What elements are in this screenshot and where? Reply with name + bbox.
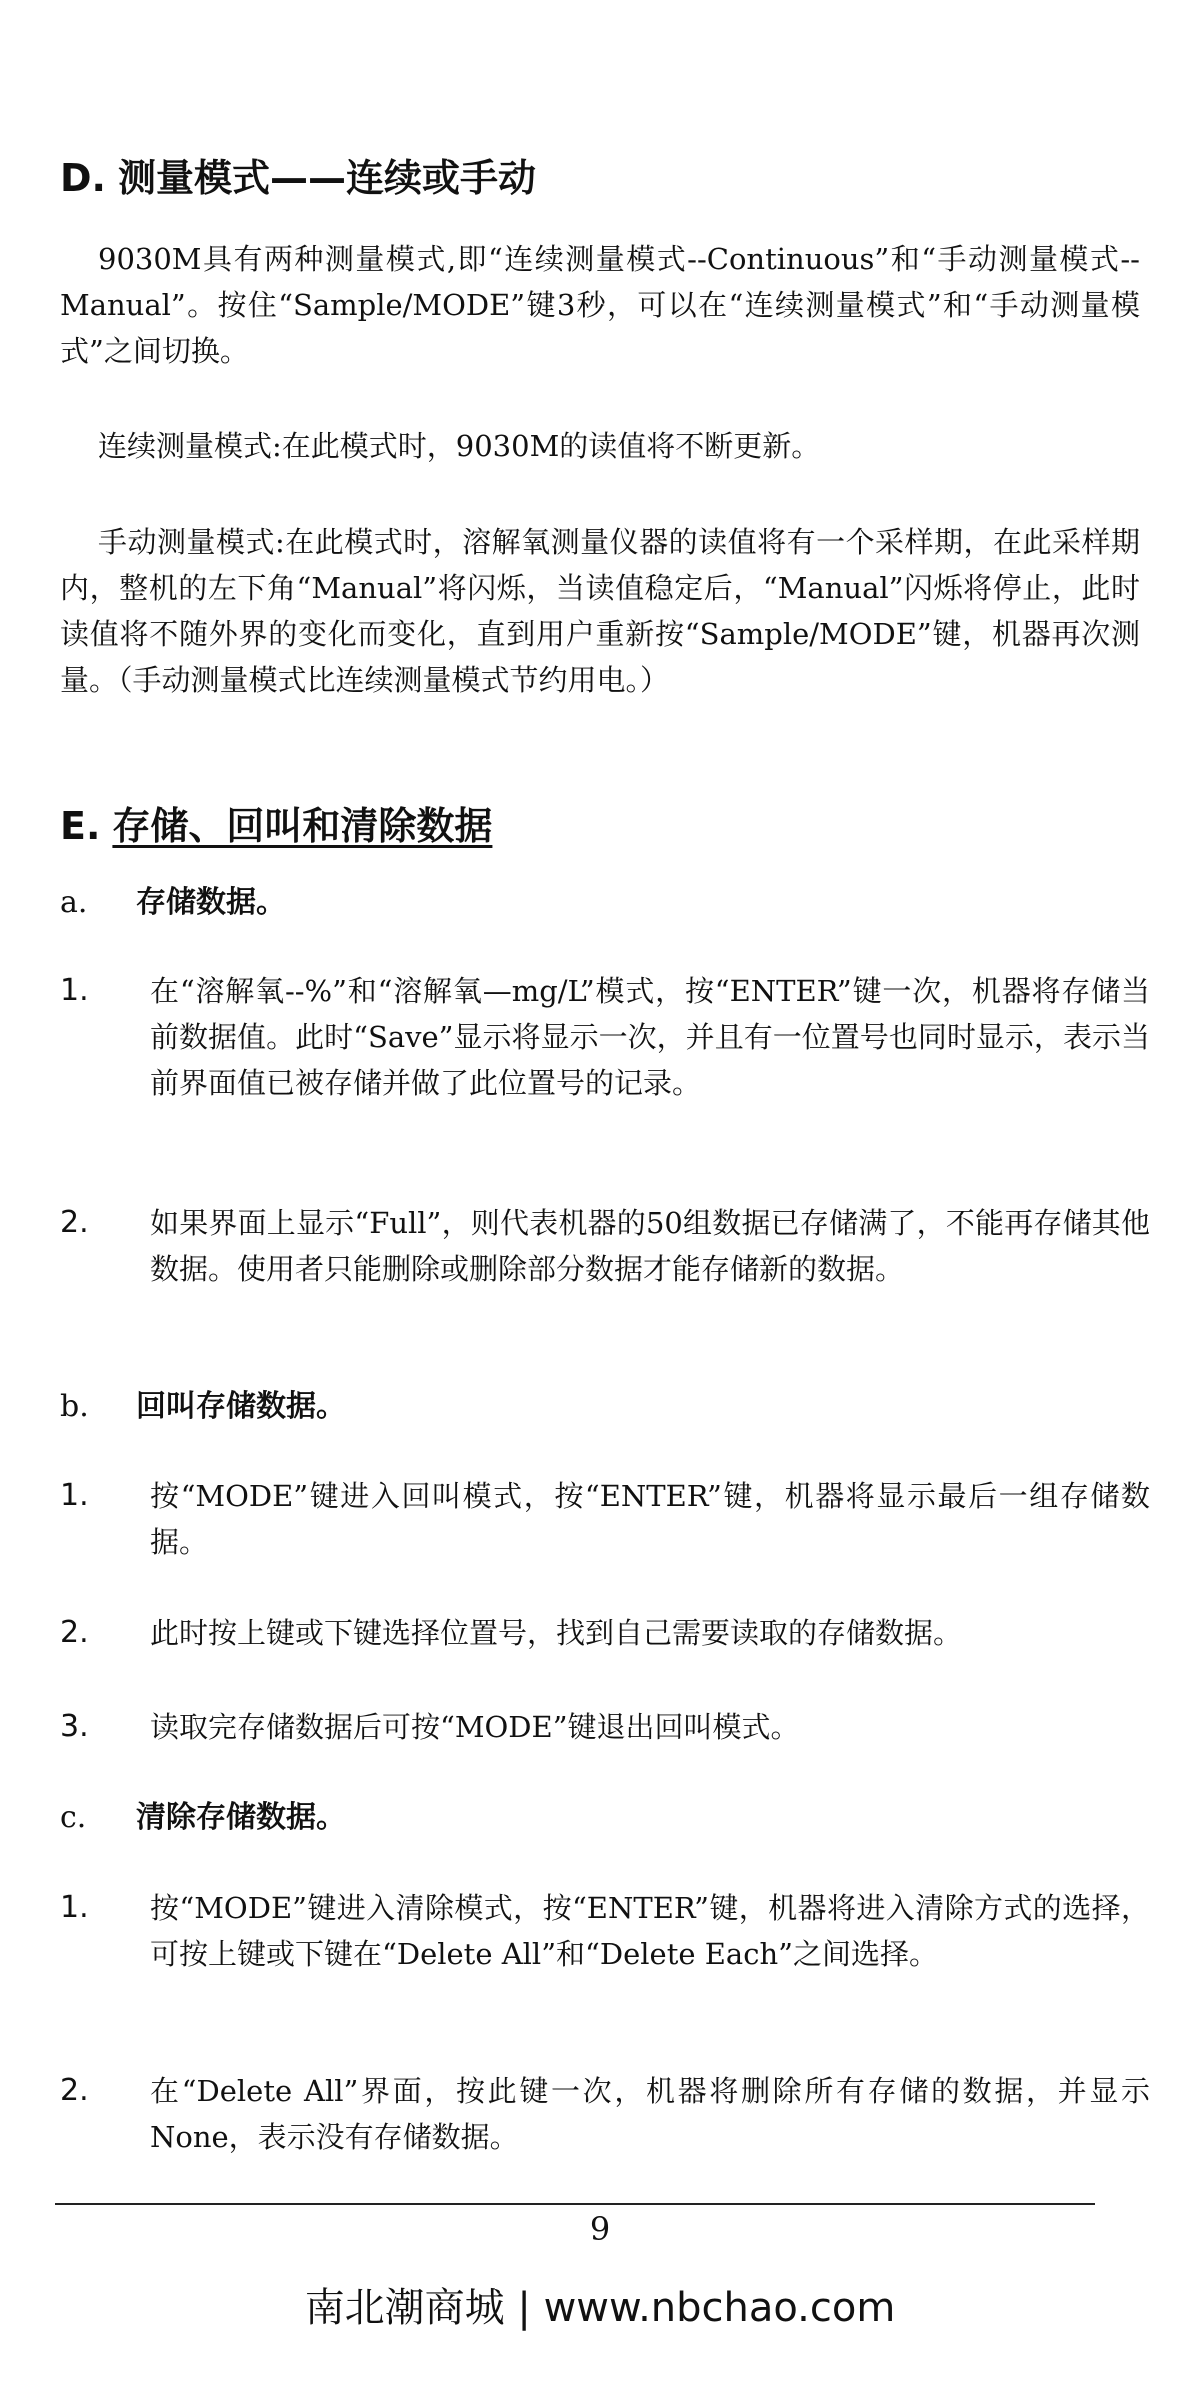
recall-letter: b.	[60, 1389, 89, 1424]
section-e-title: 存储、回叫和清除数据	[112, 804, 493, 848]
list-item	[60, 1473, 1150, 1565]
page-number: 9	[589, 2210, 611, 2248]
manual-mode-paragraph: 手动测量模式:在此模式时，溶解氧测量仪器的读值将有一个采样期，在此采样期内，整机的左下角“Manual”将闪烁，当读值稳定后，“Manual”闪烁将停止，此时读值将不随外界的变化而变化，直到用户重新按“Sample/MODE”键，机器再次测量。（手动测量模式比连续测量模式节约用电。）	[60, 525, 1140, 697]
footer-watermark: 南北潮商城 | www.nbchao.com	[304, 2285, 896, 2331]
store-letter: a.	[60, 885, 88, 920]
list-item-number: 2.	[60, 1615, 89, 1650]
footer-divider	[55, 2203, 1095, 2205]
section-d-letter: D.	[60, 156, 106, 200]
list-item	[60, 2068, 1150, 2160]
list-item-number: 1.	[60, 1478, 89, 1513]
store-subheading	[60, 880, 286, 926]
list-item-text: 此时按上键或下键选择位置号，找到自己需要读取的存储数据。	[150, 1616, 963, 1650]
list-item-text: 在“Delete All”界面，按此键一次，机器将删除所有存储的数据，并显示None，表示没有存储数据。	[150, 2074, 1150, 2154]
continuous-mode-paragraph: 连续测量模式:在此模式时，9030M的读值将不断更新。	[98, 429, 821, 463]
list-item-text: 按“MODE”键进入回叫模式，按“ENTER”键，机器将显示最后一组存储数据。	[150, 1479, 1150, 1559]
section-d-heading	[60, 155, 536, 201]
list-item	[60, 1200, 1150, 1292]
list-item	[60, 1704, 1150, 1750]
list-item	[60, 1885, 1150, 1977]
recall-title: 回叫存储数据。	[136, 1389, 346, 1424]
list-item-text: 按“MODE”键进入清除模式，按“ENTER”键，机器将进入清除方式的选择，可按上键或下键在“Delete All”和“Delete Each”之间选择。	[150, 1891, 1150, 1971]
clear-letter: c.	[60, 1800, 87, 1835]
store-title: 存储数据。	[136, 885, 286, 920]
section-d-intro: 9030M具有两种测量模式,即“连续测量模式--Continuous”和“手动测量模式--Manual”。按住“Sample/MODE”键3秒，可以在“连续测量模式”和“手动测量模式”之间切换。	[60, 242, 1140, 368]
clear-title: 清除存储数据。	[136, 1800, 346, 1835]
section-d-title: 测量模式——连续或手动	[117, 156, 536, 200]
list-item-text: 如果界面上显示“Full”，则代表机器的50组数据已存储满了，不能再存储其他数据。使用者只能删除或删除部分数据才能存储新的数据。	[150, 1206, 1150, 1286]
list-item-number: 2.	[60, 2073, 89, 2108]
list-item	[60, 968, 1150, 1106]
list-item-number: 2.	[60, 1205, 89, 1240]
list-item-number: 1.	[60, 973, 89, 1008]
list-item-text: 在“溶解氧--%”和“溶解氧—mg/L”模式，按“ENTER”键一次，机器将存储当前数据值。此时“Save”显示将显示一次，并且有一位置号也同时显示，表示当前界面值已被存储并做了此位置号的记录。	[150, 974, 1150, 1100]
section-e-letter: E.	[60, 804, 101, 848]
list-item-number: 1.	[60, 1890, 89, 1925]
section-e-heading	[60, 803, 492, 849]
list-item-text: 读取完存储数据后可按“MODE”键退出回叫模式。	[150, 1710, 800, 1744]
list-item-number: 3.	[60, 1709, 89, 1744]
recall-subheading	[60, 1384, 346, 1430]
clear-subheading	[60, 1795, 346, 1841]
list-item	[60, 1610, 1150, 1656]
